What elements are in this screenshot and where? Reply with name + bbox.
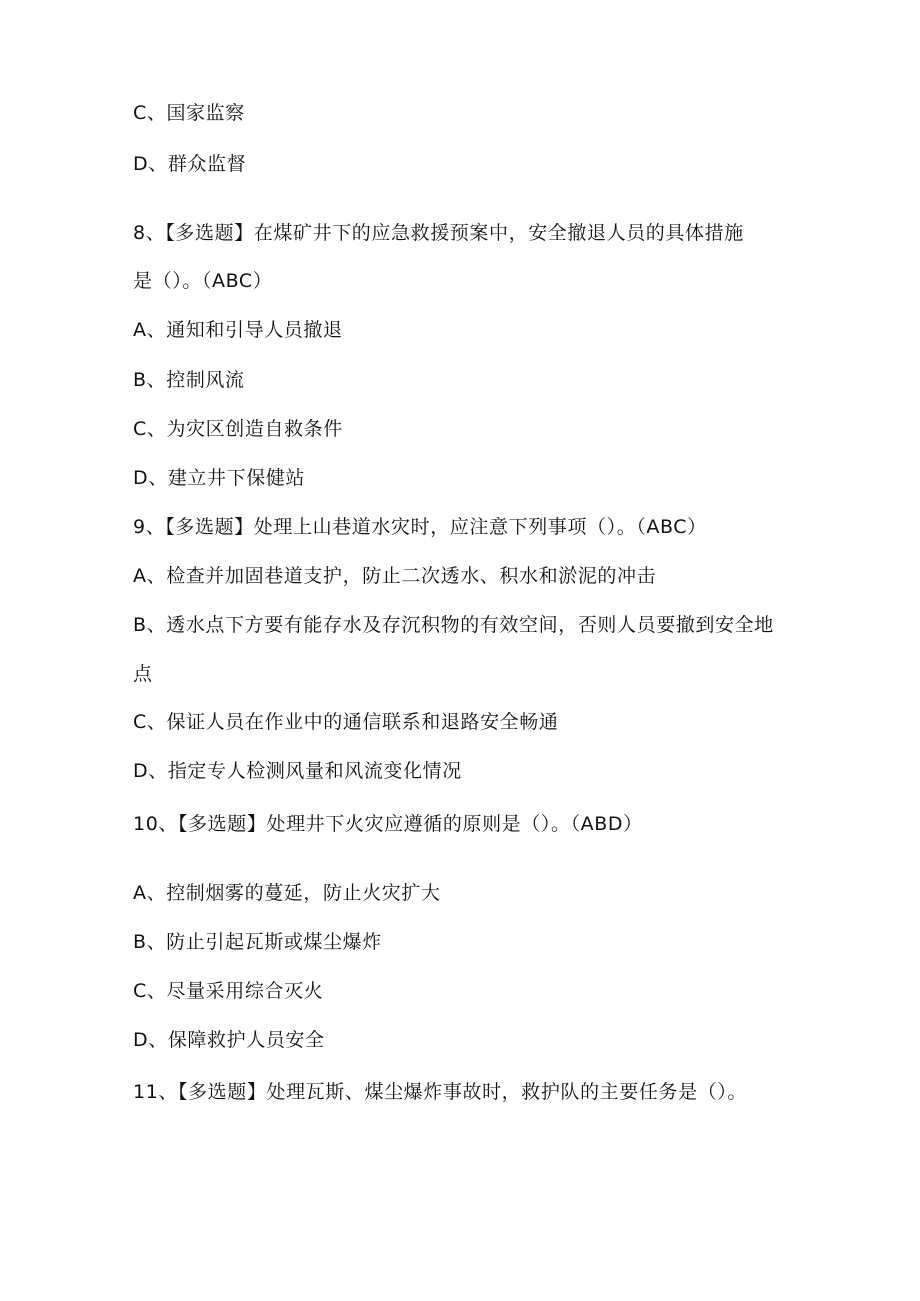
q10-option-a: A、控制烟雾的蔓延，防止火灾扩大 [133, 882, 441, 904]
q10-option-c: C、尽量采用综合灭火 [133, 980, 324, 1002]
q9-option-b-line-1: B、透水点下方要有能存水及存沉积物的有效空间，否则人员要撤到安全地 [133, 614, 774, 636]
q8-option-c: C、为灾区创造自救条件 [133, 418, 343, 440]
q9-option-b-line-2: 点 [133, 663, 153, 685]
q9-stem: 9、【多选题】处理上山巷道水灾时，应注意下列事项（）。（ABC） [133, 516, 707, 538]
q8-option-a: A、通知和引导人员撤退 [133, 319, 343, 341]
q10-stem: 10、【多选题】处理井下火灾应遵循的原则是（）。（ABD） [133, 813, 643, 835]
q11-stem: 11、【多选题】处理瓦斯、煤尘爆炸事故时，救护队的主要任务是（）。 [133, 1081, 747, 1103]
q8-option-b: B、控制风流 [133, 369, 245, 391]
q8-stem-line-2: 是（）。（ABC） [133, 270, 273, 292]
q9-option-c: C、保证人员在作业中的通信联系和退路安全畅通 [133, 711, 559, 733]
q7-option-d: D、群众监督 [133, 153, 247, 175]
q9-option-d: D、指定专人检测风量和风流变化情况 [133, 760, 462, 782]
q8-option-d: D、建立井下保健站 [133, 467, 306, 489]
q10-option-b: B、防止引起瓦斯或煤尘爆炸 [133, 931, 382, 953]
q8-stem-line-1: 8、【多选题】在煤矿井下的应急救援预案中，安全撤退人员的具体措施 [133, 222, 744, 244]
q9-option-a: A、检查并加固巷道支护，防止二次透水、积水和淤泥的冲击 [133, 565, 657, 587]
q10-option-d: D、保障救护人员安全 [133, 1029, 325, 1051]
q7-option-c: C、国家监察 [133, 102, 245, 124]
